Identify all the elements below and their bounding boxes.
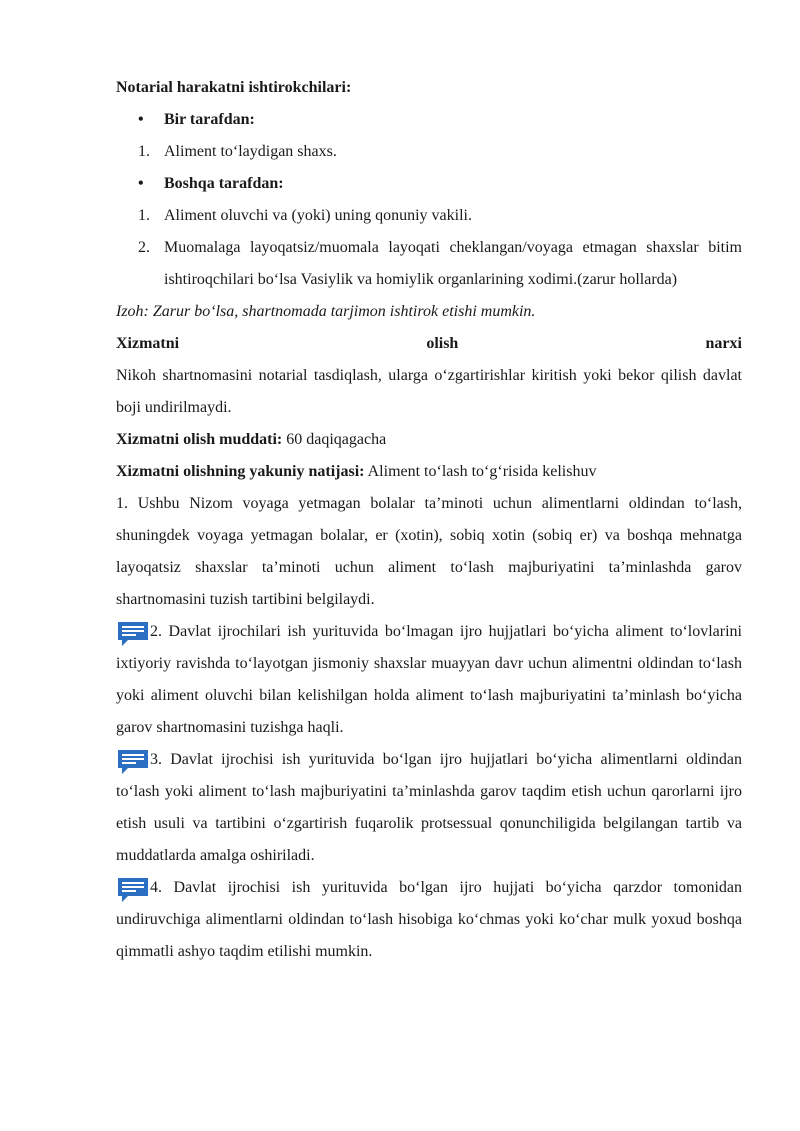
result-label: Xizmatni olishning yakuniy natijasi: (116, 463, 365, 480)
paragraph-text: 3. Davlat ijrochisi ish yurituvida bo‘lgan ijro hujjatlari bo‘yicha alimentlarni oldindan to‘lash yoki aliment to‘lash majburiyatini ta’minlashda garov taqdim etish uchun qarorlarni ijro etish usuli va tartibini o‘zgartirish fuqarolik protsessual qonunchiligida belgilangan tartib va muddatlarda amalga oshiriladi. (116, 751, 742, 864)
participants-heading: Notarial harakatni ishtirokchilari: (116, 79, 352, 96)
paragraph-1: 1. Ushbu Nizom voyaga yetmagan bolalar ta’minoti uchun alimentlarni oldindan to‘lash, shuningdek voyaga yetmagan bolalar, er (xotin), sobiq xotin (sobiq er) va boshqa mehnatga layoqatsiz shaxslar ta’minoti uchun aliment to‘lash majburiyatini ta’minlashda garov shartnomasini tuzish tartibini belgilaydi. (116, 495, 742, 608)
comment-icon[interactable] (116, 748, 150, 776)
comment-icon[interactable] (116, 620, 150, 648)
paragraph-4 (116, 872, 742, 968)
result-value: Aliment to‘lash to‘g‘risida kelishuv (364, 463, 597, 480)
list-item-text: Aliment oluvchi va (yoki) uning qonuniy vakili. (164, 207, 472, 224)
side1-item-1 (116, 136, 742, 168)
list-marker: 1. (138, 143, 150, 160)
paragraph-2 (116, 616, 742, 744)
price-word-1: Xizmatni (116, 335, 180, 352)
duration-label: Xizmatni olish muddati: (116, 431, 283, 448)
side2-label: • Boshqa tarafdan: (116, 168, 742, 200)
note-text: Izoh: Zarur bo‘lsa, shartnomada tarjimon ishtirok etishi mumkin. (116, 303, 536, 320)
comment-icon[interactable] (116, 876, 150, 904)
list-item-text: Muomalaga layoqatsiz/muomala layoqati cheklangan/voyaga etmagan shaxslar bitim ishtiroqchilari bo‘lsa Vasiylik va homiylik organlarining xodimi.(zarur hollarda) (164, 239, 742, 288)
document-page (116, 72, 742, 968)
list-marker: 2. (138, 239, 150, 256)
side2-item-2 (116, 232, 742, 296)
list-marker: 1. (138, 207, 150, 224)
price-word-3: narxi (705, 335, 742, 352)
list-item-text: Aliment to‘laydigan shaxs. (164, 143, 337, 160)
price-text: Nikoh shartnomasini notarial tasdiqlash, ularga o‘zgartirishlar kiritish yoki bekor qilish davlat boji undirilmaydi. (116, 367, 742, 416)
price-heading (116, 328, 742, 360)
price-word-2: olish (426, 335, 459, 352)
side1-label: • Bir tarafdan: (116, 104, 742, 136)
paragraph-text: 4. Davlat ijrochisi ish yurituvida bo‘lgan ijro hujjati bo‘yicha qarzdor tomonidan undiruvchiga alimentlarni oldindan to‘lash hisobiga ko‘chmas yoki ko‘char mulk yoxud boshqa qimmatli ashyo taqdim etilishi mumkin. (116, 879, 742, 960)
result-line (116, 456, 742, 488)
paragraph-3 (116, 744, 742, 872)
duration-line (116, 424, 742, 456)
duration-value: 60 daqiqagacha (282, 431, 387, 448)
paragraph-text: 2. Davlat ijrochilari ish yurituvida bo‘lmagan ijro hujjatlari bo‘yicha aliment to‘lovlarini ixtiyoriy ravishda to‘layotgan jismoniy shaxslar muayyan davr uchun alimentni oldindan to‘lash yoki aliment oluvchi bilan kelishilgan holda aliment to‘lash majburiyatini ta’minlash bo‘yicha garov shartnomasini tuzishga haqli. (116, 623, 742, 736)
side2-item-1 (116, 200, 742, 232)
